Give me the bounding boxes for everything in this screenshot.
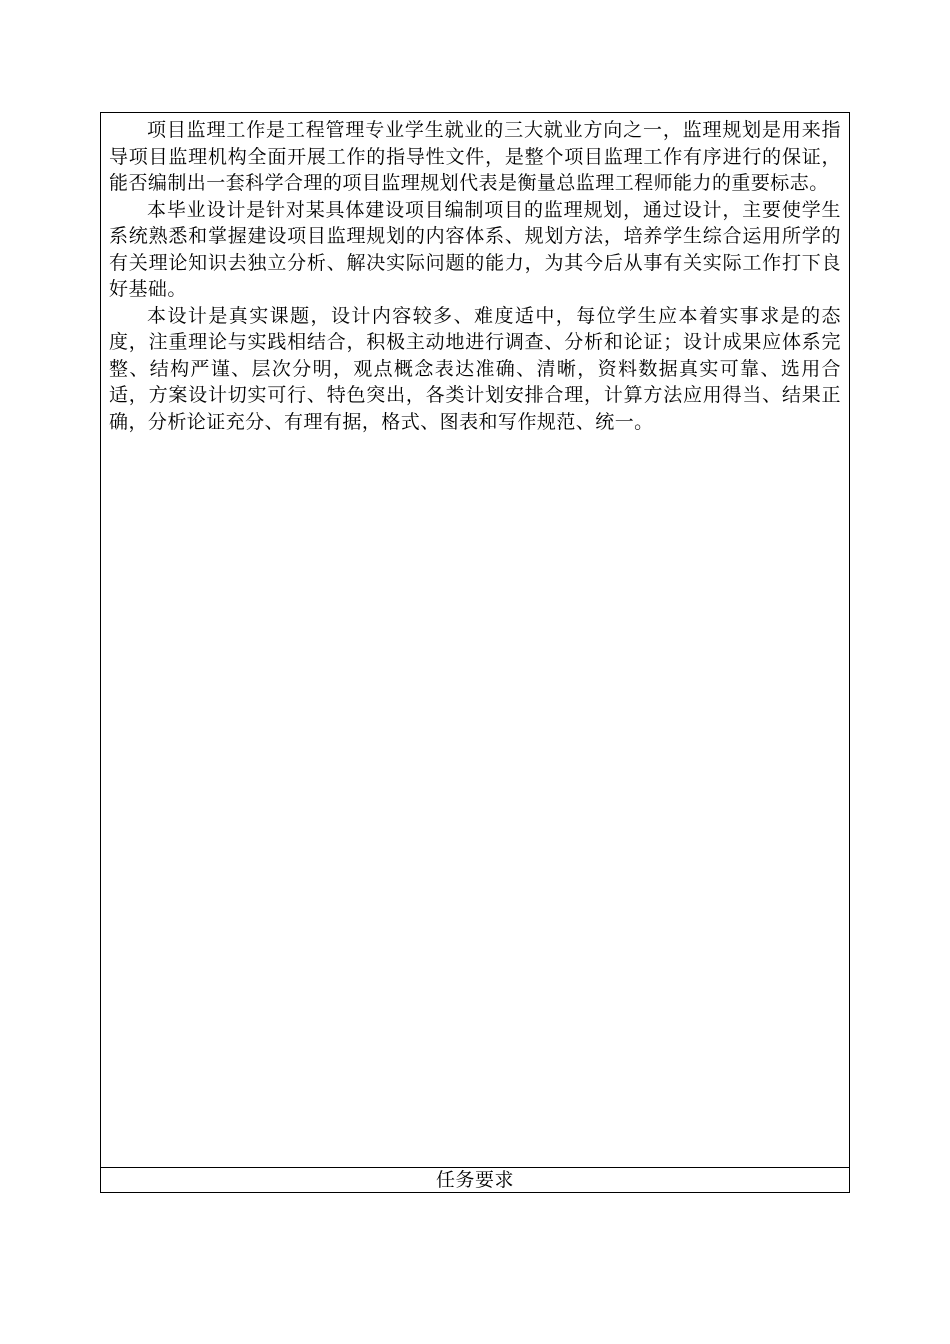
document-table [100,112,850,1193]
paragraph-requirements: 本设计是真实课题，设计内容较多、难度适中，每位学生应本着实事求是的态度，注重理论与实践相结合，积极主动地进行调查、分析和论证；设计成果应体系完整、结构严谨、层次分明，观点概念表达准确、清晰，资料数据真实可靠、选用合适，方案设计切实可行、特色突出，各类计划安排合理，计算方法应用得当、结果正确，分析论证充分、有理有据，格式、图表和写作规范、统一。 [109,304,841,433]
content-cell [101,113,849,1168]
paragraph-intro: 项目监理工作是工程管理专业学生就业的三大就业方向之一，监理规划是用来指导项目监理机构全面开展工作的指导性文件，是整个项目监理工作有序进行的保证，能否编制出一套科学合理的项目监理规划代表是衡量总监理工程师能力的重要标志。 [109,119,841,194]
paragraph-purpose: 本毕业设计是针对某具体建设项目编制项目的监理规划，通过设计，主要使学生系统熟悉和掌握建设项目监理规划的内容体系、规划方法，培养学生综合运用所学的有关理论知识去独立分析、解决实际问题的能力，为其今后从事有关实际工作打下良好基础。 [109,198,841,300]
section-heading-task-requirements: 任务要求 [435,1169,514,1191]
